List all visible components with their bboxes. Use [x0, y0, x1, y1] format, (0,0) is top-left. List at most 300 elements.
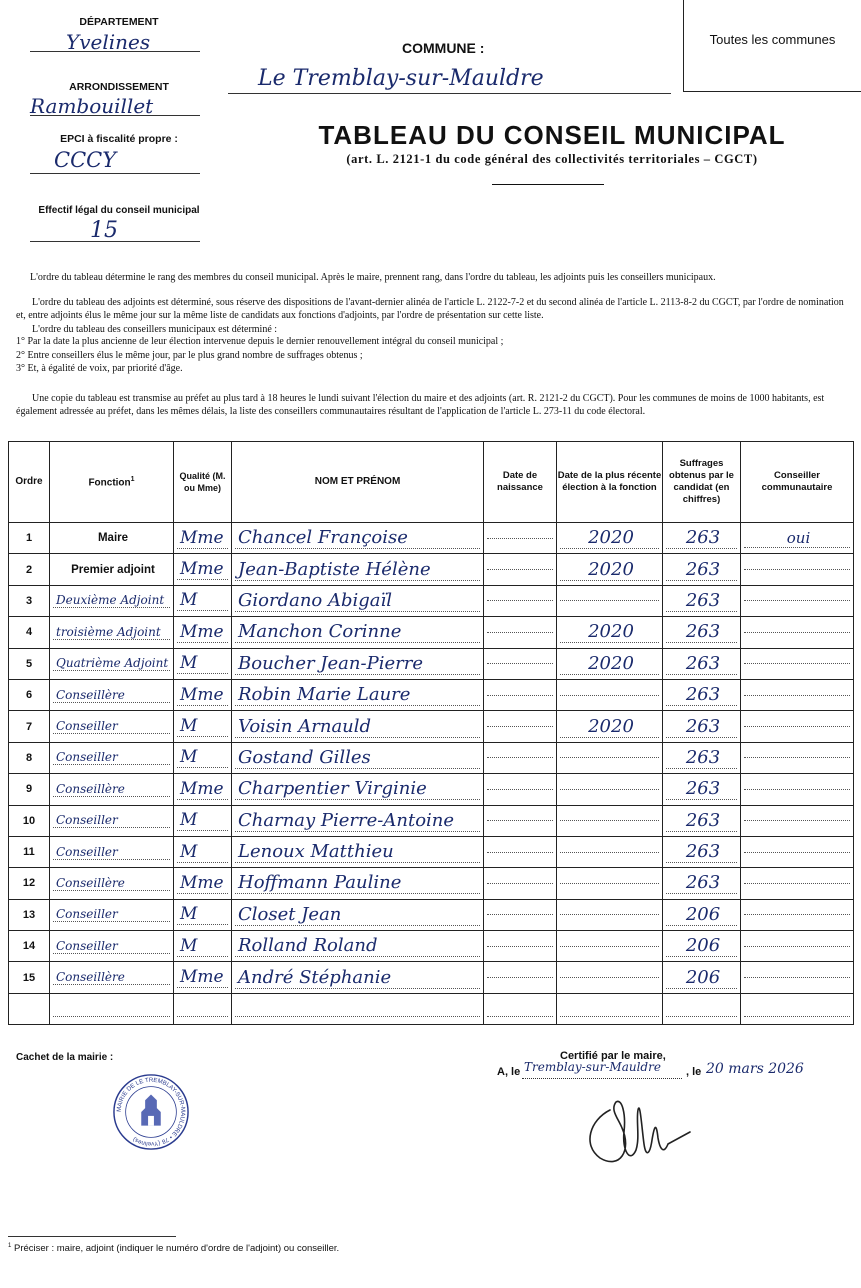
qualite-value[interactable]: Mme: [177, 559, 228, 580]
election-value[interactable]: 2020: [560, 527, 659, 549]
naissance-cell: [484, 962, 557, 993]
communautaire-value[interactable]: [744, 820, 850, 821]
election-cell: [557, 648, 663, 679]
qualite-cell: [174, 679, 232, 710]
qualite-value[interactable]: M: [177, 842, 228, 863]
fonction-cell: [50, 648, 174, 679]
fonction-value[interactable]: Conseillère: [53, 688, 170, 703]
footnote: [8, 1243, 339, 1254]
table-row: [9, 868, 854, 899]
fonction-value[interactable]: Conseiller: [53, 750, 170, 765]
naissance-cell: [484, 554, 557, 585]
nom-value[interactable]: Lenoux Matthieu: [235, 841, 480, 863]
empty-field[interactable]: [744, 1002, 850, 1017]
election-cell: [557, 774, 663, 805]
communautaire-cell: [741, 805, 854, 836]
a-le-label: A, le: [497, 1066, 521, 1078]
communautaire-cell: [741, 868, 854, 899]
suffrages-value[interactable]: 263: [666, 590, 737, 612]
qualite-cell: [174, 868, 232, 899]
nom-value[interactable]: Charnay Pierre-Antoine: [235, 810, 480, 832]
naissance-cell: [484, 931, 557, 962]
empty-cell: [9, 993, 50, 1024]
naissance-value[interactable]: [487, 757, 553, 758]
election-value[interactable]: [560, 789, 659, 790]
naissance-cell: [484, 774, 557, 805]
toutes-communes-box: [683, 0, 861, 92]
ordre-cell: 5: [9, 648, 50, 679]
footnote-mark: 1: [8, 1243, 12, 1249]
suffrages-value[interactable]: 206: [666, 935, 737, 957]
suffrages-value[interactable]: 263: [666, 653, 737, 675]
intro-p1: L'ordre du tableau détermine le rang des membres du conseil municipal. Après le maire, prennent rang, dans l'ordre du tableau, les adjoints puis les conseillers municipaux.: [30, 272, 716, 283]
qualite-cell: [174, 617, 232, 648]
fonction-value[interactable]: Conseiller: [53, 939, 170, 954]
naissance-cell: [484, 805, 557, 836]
nom-cell: [232, 962, 484, 993]
ordre-cell: 9: [9, 774, 50, 805]
communautaire-value[interactable]: [744, 757, 850, 758]
election-cell: [557, 742, 663, 773]
nom-cell: [232, 679, 484, 710]
suffrages-cell: [663, 523, 741, 554]
suffrages-cell: [663, 774, 741, 805]
ordre-cell: 14: [9, 931, 50, 962]
intro-l3: 3° Et, à égalité de voix, par priorité d'âge.: [16, 363, 183, 374]
qualite-value[interactable]: M: [177, 904, 228, 925]
election-value[interactable]: [560, 946, 659, 947]
mayor-signature: [570, 1080, 700, 1170]
nom-value[interactable]: Boucher Jean-Pierre: [235, 653, 480, 675]
fonction-value[interactable]: Conseiller: [53, 813, 170, 828]
ordre-cell: 8: [9, 742, 50, 773]
naissance-cell: [484, 617, 557, 648]
suffrages-cell: [663, 585, 741, 616]
communautaire-value[interactable]: [744, 695, 850, 696]
suffrages-cell: [663, 617, 741, 648]
naissance-cell: [484, 711, 557, 742]
departement-label: DÉPARTEMENT: [79, 16, 159, 28]
nom-cell: [232, 931, 484, 962]
fonction-value[interactable]: Premier adjoint: [71, 563, 155, 576]
page-title: TABLEAU DU CONSEIL MUNICIPAL: [318, 120, 786, 150]
table-row: [9, 679, 854, 710]
fonction-value[interactable]: Deuxième Adjoint: [53, 593, 170, 608]
suffrages-value[interactable]: 263: [666, 810, 737, 832]
intro-p3: L'ordre du tableau des conseillers municipaux est déterminé :: [32, 324, 278, 335]
qualite-value[interactable]: Mme: [177, 873, 228, 894]
suffrages-cell: [663, 805, 741, 836]
suffrages-value[interactable]: 263: [666, 621, 737, 643]
commune-label: COMMUNE :: [402, 40, 485, 56]
communautaire-value[interactable]: [744, 852, 850, 853]
nom-value[interactable]: Chancel Françoise: [235, 527, 480, 549]
header-communautaire: Conseiller communautaire: [741, 442, 854, 523]
suffrages-cell: [663, 742, 741, 773]
empty-cell: [741, 993, 854, 1024]
communautaire-value[interactable]: [744, 977, 850, 978]
naissance-value[interactable]: [487, 569, 553, 570]
election-value[interactable]: [560, 977, 659, 978]
lieu-field[interactable]: Tremblay-sur-Mauldre: [522, 1060, 682, 1079]
naissance-cell: [484, 648, 557, 679]
nom-cell: [232, 805, 484, 836]
ordre-cell: 11: [9, 836, 50, 867]
naissance-cell: [484, 868, 557, 899]
nom-cell: [232, 711, 484, 742]
suffrages-cell: [663, 962, 741, 993]
table-row: [9, 774, 854, 805]
footnote-text: Préciser : maire, adjoint (indiquer le numéro d'ordre de l'adjoint) ou conseiller.: [13, 1243, 340, 1255]
qualite-value[interactable]: M: [177, 653, 228, 674]
nom-cell: [232, 899, 484, 930]
qualite-cell: [174, 711, 232, 742]
naissance-value[interactable]: [487, 600, 553, 601]
qualite-value[interactable]: Mme: [177, 528, 228, 549]
qualite-cell: [174, 899, 232, 930]
ordre-cell: 7: [9, 711, 50, 742]
suffrages-value[interactable]: 263: [666, 778, 737, 800]
election-value[interactable]: [560, 695, 659, 696]
nom-cell: [232, 554, 484, 585]
suffrages-value[interactable]: 263: [666, 841, 737, 863]
fonction-value[interactable]: Maire: [97, 532, 129, 545]
nom-value[interactable]: Giordano Abigaïl: [235, 590, 480, 612]
naissance-value[interactable]: [487, 632, 553, 633]
nom-value[interactable]: Jean-Baptiste Hélène: [235, 559, 480, 581]
intro-l1: 1° Par la date la plus ancienne de leur élection intervenue depuis le dernier renouvellement intégral du conseil municipal ;: [16, 336, 504, 347]
fonction-cell: [50, 554, 174, 585]
nom-cell: [232, 836, 484, 867]
election-value[interactable]: 2020: [560, 621, 659, 643]
qualite-cell: [174, 742, 232, 773]
page-subtitle: (art. L. 2121-1 du code général des collectivités territoriales – CGCT): [346, 152, 758, 166]
fonction-value[interactable]: Conseiller: [53, 719, 170, 734]
empty-field[interactable]: [53, 1002, 170, 1017]
ordre-cell: 10: [9, 805, 50, 836]
fonction-cell: [50, 711, 174, 742]
naissance-value[interactable]: [487, 789, 553, 790]
ordre-cell: 12: [9, 868, 50, 899]
communautaire-value[interactable]: [744, 632, 850, 633]
ordre-cell: 13: [9, 899, 50, 930]
table-row: [9, 711, 854, 742]
nom-cell: [232, 742, 484, 773]
election-cell: [557, 554, 663, 585]
communautaire-value[interactable]: [744, 663, 850, 664]
communautaire-value[interactable]: [744, 883, 850, 884]
table-row: [9, 836, 854, 867]
election-cell: [557, 585, 663, 616]
election-cell: [557, 868, 663, 899]
nom-value[interactable]: Hoffmann Pauline: [235, 872, 480, 894]
naissance-value[interactable]: [487, 852, 553, 853]
fonction-value[interactable]: troisième Adjoint: [53, 625, 170, 640]
suffrages-value[interactable]: 263: [666, 872, 737, 894]
fonction-cell: [50, 774, 174, 805]
table-row: [9, 962, 854, 993]
suffrages-value[interactable]: 206: [666, 967, 737, 989]
table-row: [9, 554, 854, 585]
ordre-cell: 2: [9, 554, 50, 585]
qualite-cell: [174, 836, 232, 867]
communautaire-value[interactable]: [744, 600, 850, 601]
fonction-value[interactable]: Conseiller: [53, 907, 170, 922]
header-election: Date de la plus récente élection à la fonction: [557, 442, 663, 523]
title-divider: [492, 184, 604, 185]
suffrages-cell: [663, 931, 741, 962]
nom-cell: [232, 774, 484, 805]
empty-cell: [50, 993, 174, 1024]
effectif-field[interactable]: 15: [30, 218, 200, 242]
suffrages-value[interactable]: 263: [666, 684, 737, 706]
election-value[interactable]: [560, 914, 659, 915]
intro-p2: L'ordre du tableau des adjoints est déterminé, sous réserve des dispositions de l'avant-dernier alinéa de l'article L. 2122-7-2 et du second alinéa de l'article L. 2113-8-2 du CGCT, par l'ordre de nomination et, entre adjoints élus le même jour sur la même liste de candidats aux fonctions d'adjoints, par l'ordre de présentation sur cette liste.: [16, 297, 844, 321]
table-header-row: [9, 442, 854, 523]
header-qualite: Qualité (M. ou Mme): [174, 442, 232, 523]
communautaire-cell: [741, 742, 854, 773]
empty-field[interactable]: [666, 1002, 737, 1017]
election-value[interactable]: 2020: [560, 653, 659, 675]
table-row: [9, 648, 854, 679]
nom-value[interactable]: Gostand Gilles: [235, 747, 480, 769]
fonction-cell: [50, 679, 174, 710]
fonction-value[interactable]: Conseillère: [53, 970, 170, 985]
suffrages-cell: [663, 836, 741, 867]
naissance-cell: [484, 585, 557, 616]
election-cell: [557, 617, 663, 648]
fonction-value[interactable]: Conseillère: [53, 876, 170, 891]
nom-value[interactable]: Closet Jean: [235, 904, 480, 926]
council-table: [8, 441, 854, 1025]
communautaire-cell: [741, 899, 854, 930]
communautaire-value[interactable]: [744, 946, 850, 947]
arrondissement-label: ARRONDISSEMENT: [69, 81, 169, 93]
election-cell: [557, 711, 663, 742]
ordre-cell: 3: [9, 585, 50, 616]
fonction-cell: [50, 523, 174, 554]
nom-value[interactable]: Charpentier Virginie: [235, 778, 480, 800]
election-value[interactable]: [560, 600, 659, 601]
naissance-value[interactable]: [487, 883, 553, 884]
nom-value[interactable]: Robin Marie Laure: [235, 684, 480, 706]
election-value[interactable]: [560, 852, 659, 853]
suffrages-value[interactable]: 206: [666, 904, 737, 926]
naissance-value[interactable]: [487, 977, 553, 978]
departement-field[interactable]: Yvelines: [30, 30, 200, 52]
fonction-cell: [50, 931, 174, 962]
qualite-cell: [174, 648, 232, 679]
mairie-seal-stamp: [112, 1073, 190, 1151]
suffrages-cell: [663, 711, 741, 742]
fonction-cell: [50, 868, 174, 899]
table-row: [9, 899, 854, 930]
naissance-cell: [484, 523, 557, 554]
intro-l2: 2° Entre conseillers élus le même jour, par le plus grand nombre de suffrages obtenus ;: [16, 350, 363, 361]
header-nom: NOM ET PRÉNOM: [232, 442, 484, 523]
communautaire-cell: [741, 648, 854, 679]
fonction-value[interactable]: Conseillère: [53, 782, 170, 797]
suffrages-cell: [663, 648, 741, 679]
qualite-value[interactable]: Mme: [177, 779, 228, 800]
nom-value[interactable]: Rolland Roland: [235, 935, 480, 957]
election-value[interactable]: 2020: [560, 716, 659, 738]
fonction-cell: [50, 742, 174, 773]
cachet-label: Cachet de la mairie :: [16, 1052, 114, 1063]
communautaire-cell: [741, 711, 854, 742]
nom-value[interactable]: André Stéphanie: [235, 967, 480, 989]
communautaire-value[interactable]: [744, 789, 850, 790]
qualite-cell: [174, 774, 232, 805]
empty-field[interactable]: [487, 1002, 553, 1017]
fonction-cell: [50, 962, 174, 993]
svg-text:MAIRIE DE LE TREMBLAY-SUR-MAUL: MAIRIE DE LE TREMBLAY-SUR-MAULDRE • 78 (Yvelines): [116, 1077, 186, 1147]
arrondissement-field[interactable]: Rambouillet: [30, 94, 200, 116]
empty-cell: [663, 993, 741, 1024]
qualite-value[interactable]: M: [177, 716, 228, 737]
table-row: [9, 617, 854, 648]
fonction-cell: [50, 805, 174, 836]
fonction-value[interactable]: Conseiller: [53, 845, 170, 860]
qualite-value[interactable]: M: [177, 747, 228, 768]
date-field[interactable]: 20 mars 2026: [706, 1061, 804, 1077]
qualite-value[interactable]: M: [177, 810, 228, 831]
communautaire-cell: [741, 585, 854, 616]
election-cell: [557, 679, 663, 710]
communautaire-cell: [741, 836, 854, 867]
election-value[interactable]: [560, 883, 659, 884]
table-row: [9, 931, 854, 962]
ordre-cell: 6: [9, 679, 50, 710]
suffrages-value[interactable]: 263: [666, 747, 737, 769]
qualite-value[interactable]: M: [177, 936, 228, 957]
naissance-value[interactable]: [487, 663, 553, 664]
fonction-value[interactable]: Quatrième Adjoint: [53, 656, 170, 671]
communautaire-value[interactable]: [744, 914, 850, 915]
fonction-cell: [50, 899, 174, 930]
certifie-text: Certifié par le maire,: [560, 1050, 666, 1062]
naissance-cell: [484, 836, 557, 867]
le-label: , le: [686, 1066, 702, 1078]
communautaire-cell: [741, 554, 854, 585]
ordre-cell: 4: [9, 617, 50, 648]
suffrages-value[interactable]: 263: [666, 716, 737, 738]
commune-field[interactable]: Le Tremblay-sur-Mauldre: [228, 66, 671, 94]
election-cell: [557, 523, 663, 554]
qualite-cell: [174, 805, 232, 836]
suffrages-cell: [663, 899, 741, 930]
empty-field[interactable]: [560, 1002, 659, 1017]
table-row: [9, 523, 854, 554]
table-row: [9, 585, 854, 616]
table-row-empty: [9, 993, 854, 1024]
empty-cell: [557, 993, 663, 1024]
election-cell: [557, 836, 663, 867]
table-row: [9, 805, 854, 836]
election-cell: [557, 962, 663, 993]
naissance-cell: [484, 899, 557, 930]
effectif-label: Effectif légal du conseil municipal: [38, 205, 200, 216]
nom-cell: [232, 585, 484, 616]
qualite-cell: [174, 554, 232, 585]
toutes-communes-text: Toutes les communes: [709, 32, 836, 47]
ordre-cell: 15: [9, 962, 50, 993]
naissance-value[interactable]: [487, 726, 553, 727]
empty-cell: [232, 993, 484, 1024]
suffrages-cell: [663, 868, 741, 899]
communautaire-value[interactable]: [744, 726, 850, 727]
qualite-cell: [174, 931, 232, 962]
communautaire-value[interactable]: oui: [744, 529, 850, 548]
naissance-value[interactable]: [487, 946, 553, 947]
qualite-value[interactable]: M: [177, 590, 228, 611]
communautaire-cell: [741, 774, 854, 805]
empty-cell: [484, 993, 557, 1024]
suffrages-value[interactable]: 263: [666, 559, 737, 581]
fonction-cell: [50, 617, 174, 648]
suffrages-cell: [663, 679, 741, 710]
election-value[interactable]: [560, 757, 659, 758]
nom-cell: [232, 617, 484, 648]
fonction-cell: [50, 585, 174, 616]
qualite-value[interactable]: Mme: [177, 685, 228, 706]
communautaire-cell: [741, 617, 854, 648]
table-row: [9, 742, 854, 773]
election-cell: [557, 805, 663, 836]
epci-label: EPCI à fiscalité propre :: [60, 133, 178, 145]
qualite-value[interactable]: Mme: [177, 967, 228, 988]
naissance-cell: [484, 742, 557, 773]
election-value[interactable]: 2020: [560, 559, 659, 581]
election-value[interactable]: [560, 820, 659, 821]
nom-value[interactable]: Manchon Corinne: [235, 621, 480, 643]
naissance-value[interactable]: [487, 538, 553, 539]
nom-cell: [232, 523, 484, 554]
communautaire-value[interactable]: [744, 569, 850, 570]
header-fonction: Fonction$^1$: [50, 442, 174, 523]
suffrages-value[interactable]: 263: [666, 527, 737, 549]
footnote-rule: [8, 1236, 176, 1237]
fonction-cell: [50, 836, 174, 867]
empty-field[interactable]: [177, 1002, 228, 1017]
naissance-value[interactable]: [487, 914, 553, 915]
qualite-cell: [174, 585, 232, 616]
nom-cell: [232, 648, 484, 679]
ordre-cell: 1: [9, 523, 50, 554]
communautaire-cell: [741, 962, 854, 993]
empty-field[interactable]: [235, 1002, 480, 1017]
naissance-value[interactable]: [487, 820, 553, 821]
header-ordre: Ordre: [9, 442, 50, 523]
communautaire-cell: [741, 679, 854, 710]
header-naissance: Date de naissance: [484, 442, 557, 523]
naissance-cell: [484, 679, 557, 710]
qualite-cell: [174, 962, 232, 993]
election-cell: [557, 899, 663, 930]
nom-value[interactable]: Voisin Arnauld: [235, 716, 480, 738]
communautaire-cell: [741, 523, 854, 554]
epci-field[interactable]: CCCY: [30, 148, 200, 174]
election-cell: [557, 931, 663, 962]
qualite-cell: [174, 523, 232, 554]
nom-cell: [232, 868, 484, 899]
empty-cell: [174, 993, 232, 1024]
header-suffrages: Suffrages obtenus par le candidat (en chiffres): [663, 442, 741, 523]
intro-p4: Une copie du tableau est transmise au préfet au plus tard à 18 heures le lundi suivant l'élection du maire et des adjoints (art. R. 2121-2 du CGCT). Pour les communes de moins de 1000 habitants, est également adressée au préfet, dans les mêmes délais, la liste des conseillers communautaires résultant de l'application de l'article L. 273-11 du code électoral.: [16, 393, 825, 417]
qualite-value[interactable]: Mme: [177, 622, 228, 643]
suffrages-cell: [663, 554, 741, 585]
naissance-value[interactable]: [487, 695, 553, 696]
